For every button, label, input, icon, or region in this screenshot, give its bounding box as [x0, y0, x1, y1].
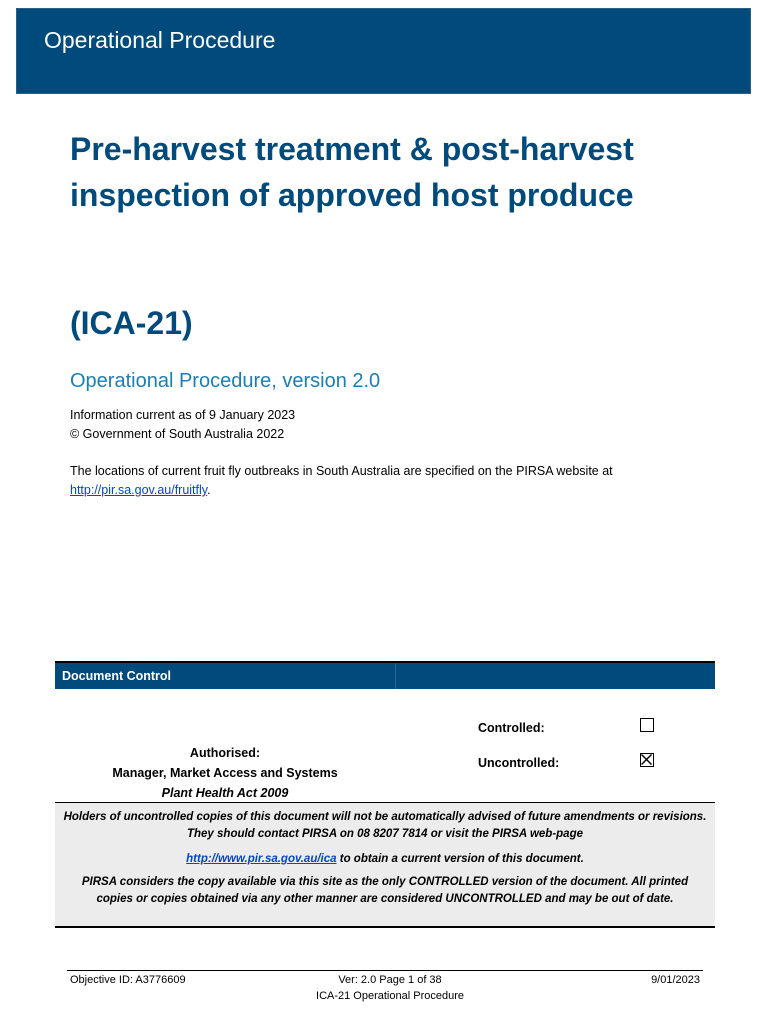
header-banner: [16, 8, 751, 94]
notice-link-after: to obtain a current version of this document.: [336, 853, 584, 865]
document-subtitle: Operational Procedure, version 2.0: [70, 370, 381, 392]
banner-title: Operational Procedure: [44, 27, 276, 53]
authorisation-block: [55, 743, 395, 803]
document-control-header: [55, 661, 715, 689]
locations-sentence: The locations of current fruit fly outbreaks in South Australia are specified on the PIRSA website at: [70, 464, 613, 478]
act-name: Plant Health Act 2009: [161, 786, 289, 800]
uncontrolled-checkbox: [640, 753, 654, 767]
copyright-notice: © Government of South Australia 2022: [70, 427, 285, 441]
footer-version-page: Ver: 2.0 Page 1 of 38: [338, 974, 442, 986]
notice-amendments: Holders of uncontrolled copies of this document will not be automatically advised of future amendments or revisions. They should contact PIRSA on 08 8207 7814 or visit the PIRSA web-page: [63, 811, 707, 840]
controlled-label: Controlled:: [478, 721, 545, 735]
header-divider: [395, 663, 396, 689]
notice-controlled-version: PIRSA considers the copy available via this site as the only CONTROLLED version of the document. All printed copies or copies obtained via any other manner are considered UNCONTROLLED and may be out of date.: [81, 876, 689, 905]
footer-objective-id: Objective ID: A3776609: [70, 974, 186, 986]
locations-period: .: [207, 483, 211, 497]
info-current-date: Information current as of 9 January 2023: [70, 408, 296, 422]
document-title: Pre-harvest treatment & post-harvest inspection of approved host produce: [70, 131, 634, 213]
footer-date: 9/01/2023: [651, 974, 700, 986]
authorised-label: Authorised:: [189, 746, 261, 760]
document-code: (ICA-21): [70, 305, 193, 341]
fruitfly-link[interactable]: http://pir.sa.gov.au/fruitfly: [70, 483, 208, 497]
ica-web-link[interactable]: http://www.pir.sa.gov.au/ica: [186, 853, 337, 865]
controlled-checkbox: [640, 718, 654, 732]
document-control-title: Document Control: [62, 669, 172, 683]
footer-divider: [67, 970, 703, 971]
checked-x-icon: [641, 754, 652, 765]
fruitfly-locations-text: [70, 462, 710, 500]
footer-doc-name: ICA-21 Operational Procedure: [316, 990, 464, 1002]
uncontrolled-label: Uncontrolled:: [478, 756, 560, 770]
notice-link-line: [55, 851, 715, 868]
authorised-by: Manager, Market Access and Systems: [112, 766, 338, 780]
uncontrolled-copy-notice: [55, 802, 715, 928]
